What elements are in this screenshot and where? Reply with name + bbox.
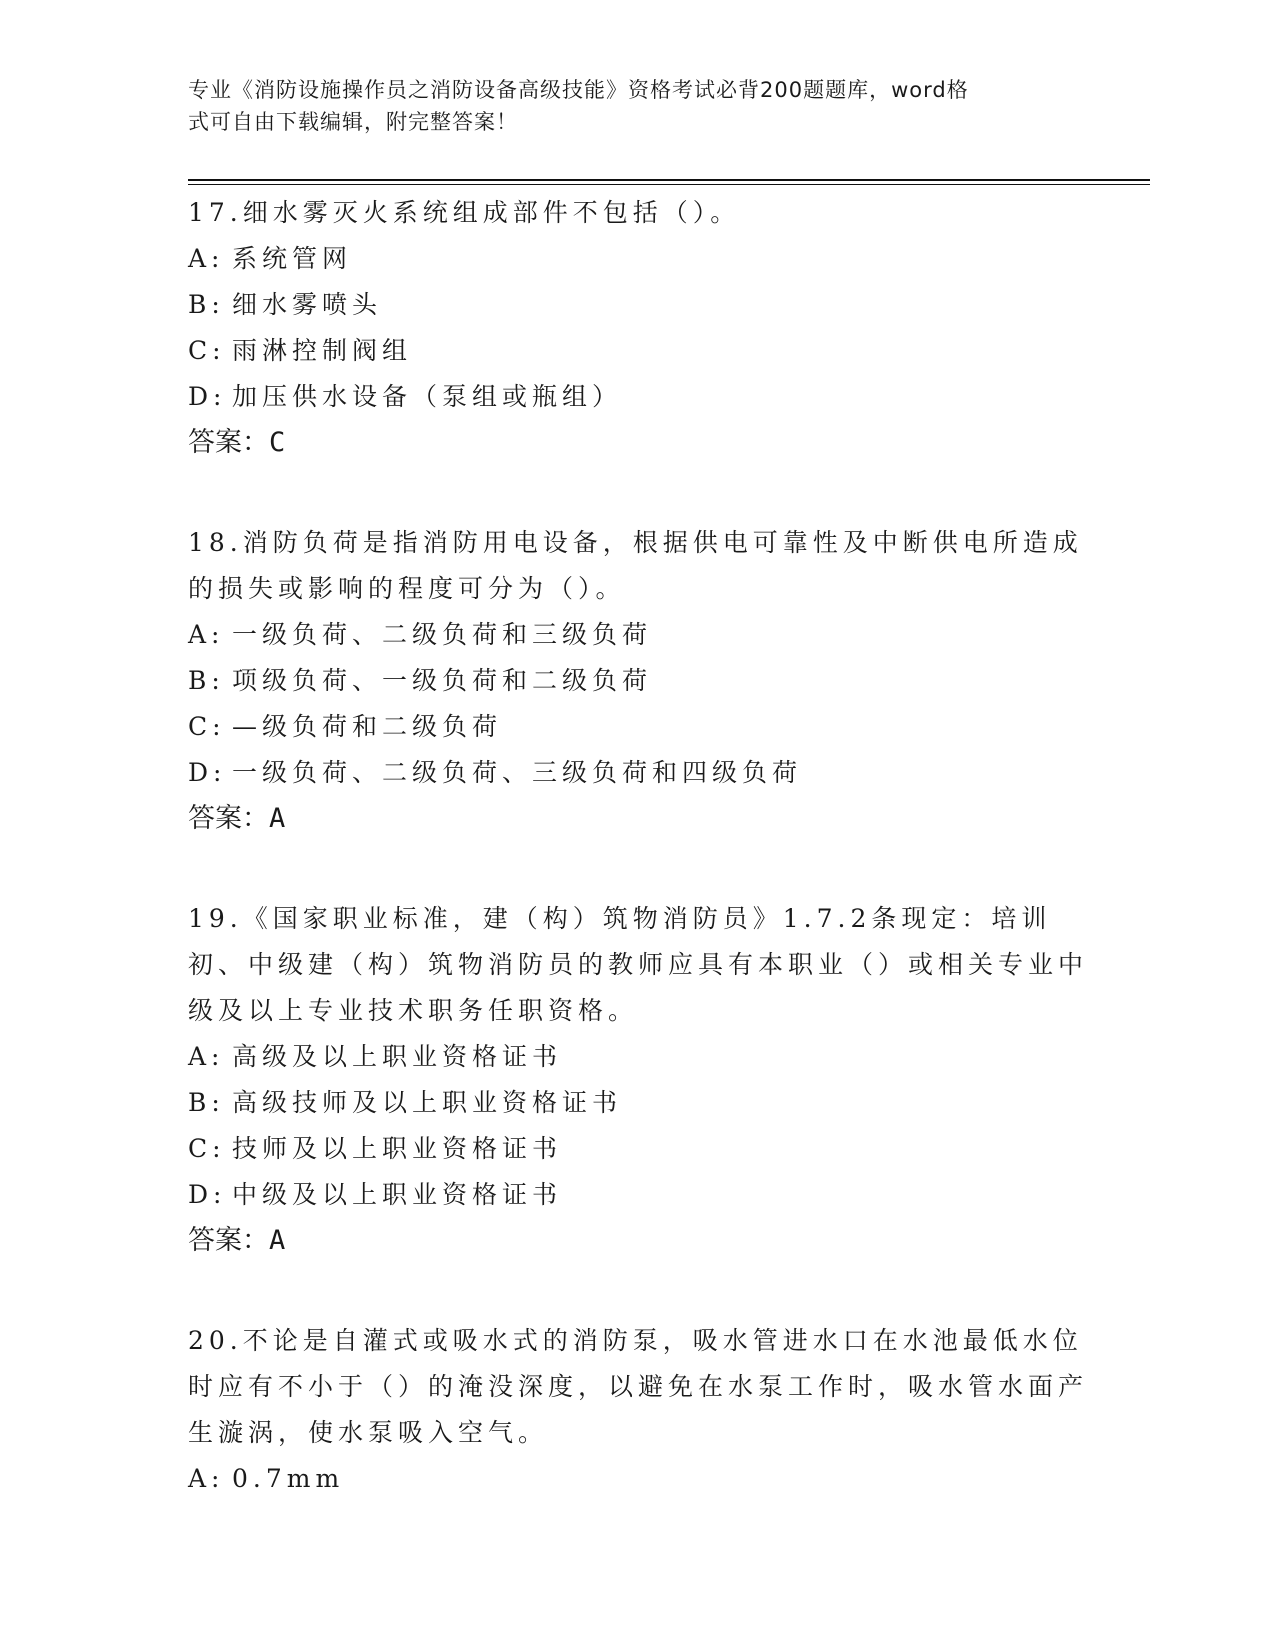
option-letter: C: bbox=[188, 336, 226, 365]
option-text: 高级及以上职业资格证书 bbox=[232, 1042, 563, 1071]
answer-line bbox=[188, 796, 1088, 842]
question-stem: 19.《国家职业标准，建（构）筑物消防员》1.7.2条现定：培训初、中级建（构）筑物消防员的教师应具有本职业（）或相关专业中级及以上专业技术职务任职资格。 bbox=[188, 904, 1089, 1025]
option-letter: A: bbox=[188, 1042, 225, 1071]
answer-value: A bbox=[269, 803, 286, 834]
option-a bbox=[188, 1456, 1088, 1502]
question-19 bbox=[188, 896, 1088, 1264]
option-d bbox=[188, 750, 1088, 796]
option-b bbox=[188, 282, 1088, 328]
question-17 bbox=[188, 190, 1088, 466]
option-text: 细水雾喷头 bbox=[232, 290, 383, 319]
option-a bbox=[188, 612, 1088, 658]
answer-label: 答案： bbox=[188, 803, 269, 834]
option-c bbox=[188, 1126, 1088, 1172]
option-b bbox=[188, 1080, 1088, 1126]
option-letter: A: bbox=[188, 620, 225, 649]
header-line-2: 式可自由下载编辑，附完整答案！ bbox=[188, 110, 518, 134]
option-d bbox=[188, 1172, 1088, 1218]
option-text: 中级及以上职业资格证书 bbox=[232, 1180, 563, 1209]
option-a bbox=[188, 236, 1088, 282]
answer-label: 答案： bbox=[188, 1225, 269, 1256]
question-20 bbox=[188, 1318, 1088, 1502]
option-text: 0.7mm bbox=[232, 1464, 345, 1493]
option-letter: A: bbox=[188, 1464, 225, 1493]
option-text: 技师及以上职业资格证书 bbox=[232, 1134, 563, 1163]
answer-line bbox=[188, 420, 1088, 466]
option-text: —级负荷和二级负荷 bbox=[232, 712, 503, 741]
option-text: 加压供水设备（泵组或瓶组） bbox=[232, 382, 623, 411]
header-divider-thin bbox=[188, 184, 1150, 185]
answer-label: 答案： bbox=[188, 427, 269, 458]
option-letter: B: bbox=[188, 666, 225, 695]
option-letter: B: bbox=[188, 290, 225, 319]
option-letter: A: bbox=[188, 244, 225, 273]
option-c bbox=[188, 328, 1088, 374]
option-b bbox=[188, 658, 1088, 704]
question-stem: 17.细水雾灭火系统组成部件不包括（）。 bbox=[188, 198, 741, 227]
option-text: 项级负荷、一级负荷和二级负荷 bbox=[232, 666, 653, 695]
answer-line bbox=[188, 1218, 1088, 1264]
question-stem: 18.消防负荷是指消防用电设备，根据供电可靠性及中断供电所造成的损失或影响的程度可分为（）。 bbox=[188, 528, 1083, 603]
option-text: 一级负荷、二级负荷和三级负荷 bbox=[232, 620, 653, 649]
question-list bbox=[188, 190, 1088, 1556]
option-text: 高级技师及以上职业资格证书 bbox=[232, 1088, 623, 1117]
header-divider-thick bbox=[188, 179, 1150, 181]
option-letter: D: bbox=[188, 382, 227, 411]
option-text: 雨淋控制阀组 bbox=[232, 336, 413, 365]
document-header bbox=[188, 74, 1088, 138]
option-text: 系统管网 bbox=[232, 244, 353, 273]
option-letter: B: bbox=[188, 1088, 225, 1117]
option-text: 一级负荷、二级负荷、三级负荷和四级负荷 bbox=[232, 758, 803, 787]
option-a bbox=[188, 1034, 1088, 1080]
option-letter: D: bbox=[188, 758, 227, 787]
option-c bbox=[188, 704, 1088, 750]
question-18 bbox=[188, 520, 1088, 842]
answer-value: A bbox=[269, 1225, 286, 1256]
option-letter: D: bbox=[188, 1180, 227, 1209]
question-stem: 20.不论是自灌式或吸水式的消防泵，吸水管进水口在水池最低水位时应有不小于（）的淹没深度，以避免在水泵工作时，吸水管水面产生漩涡，使水泵吸入空气。 bbox=[188, 1326, 1089, 1447]
option-letter: C: bbox=[188, 1134, 226, 1163]
answer-value: C bbox=[269, 427, 286, 458]
option-letter: C: bbox=[188, 712, 226, 741]
option-d bbox=[188, 374, 1088, 420]
header-line-1: 专业《消防设施操作员之消防设备高级技能》资格考试必背200题题库，word格 bbox=[188, 78, 969, 102]
